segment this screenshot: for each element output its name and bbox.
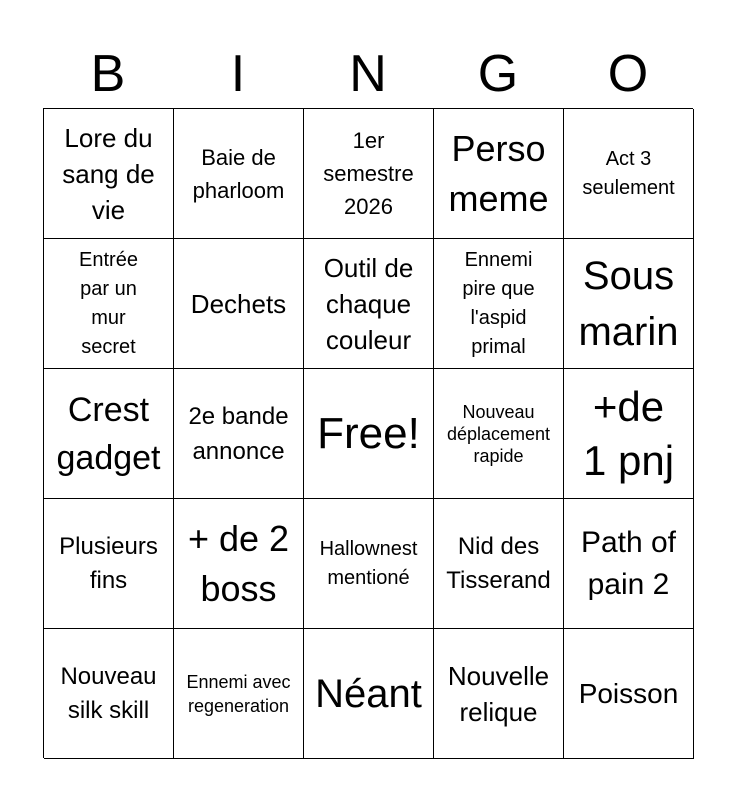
bingo-cell[interactable]	[44, 369, 174, 499]
bingo-cell[interactable]	[434, 369, 564, 499]
bingo-cell[interactable]	[564, 109, 694, 239]
bingo-cell[interactable]	[434, 499, 564, 629]
cell-label: Sous marin	[578, 253, 679, 354]
cell-label: +de 1 pnj	[582, 382, 675, 484]
cell-label: Plusieurs fins	[59, 532, 158, 594]
header-letter-o: O	[607, 45, 649, 103]
cell-label: Perso meme	[448, 127, 549, 219]
cell-label: 1er semestre 2026	[323, 128, 414, 219]
bingo-cell[interactable]	[434, 109, 564, 239]
bingo-cell[interactable]	[44, 499, 174, 629]
bingo-cell[interactable]	[304, 109, 434, 239]
cell-label: Hallownest mentioné	[319, 537, 418, 589]
cell-label: Free!	[317, 408, 420, 458]
bingo-cell[interactable]	[44, 239, 174, 369]
bingo-grid	[43, 108, 693, 758]
bingo-cell[interactable]	[564, 499, 694, 629]
header-letter-n: N	[349, 45, 387, 103]
bingo-cell[interactable]	[434, 629, 564, 759]
bingo-cell[interactable]	[174, 499, 304, 629]
header-letter-i: I	[230, 45, 246, 103]
bingo-header	[43, 40, 693, 108]
bingo-cell[interactable]	[44, 629, 174, 759]
cell-label: Poisson	[578, 678, 679, 709]
bingo-cell[interactable]	[174, 109, 304, 239]
bingo-cell[interactable]	[304, 369, 434, 499]
bingo-cell[interactable]	[564, 629, 694, 759]
header-letter-g: G	[477, 45, 519, 103]
cell-label: Dechets	[190, 288, 287, 319]
cell-label: Nouvelle relique	[447, 660, 550, 727]
header-letter-b: B	[90, 45, 126, 103]
cell-label: Act 3 seulement	[582, 147, 675, 199]
bingo-cell[interactable]	[434, 239, 564, 369]
cell-label: 2e bande annonce	[188, 402, 289, 465]
bingo-cell[interactable]	[174, 369, 304, 499]
cell-label: Entrée par un mur secret	[79, 248, 138, 358]
cell-label: Outil de chaque couleur	[323, 252, 414, 355]
cell-label: Baie de pharloom	[192, 144, 285, 203]
cell-label: Néant	[315, 671, 422, 716]
bingo-cell[interactable]	[564, 239, 694, 369]
cell-label: Ennemi avec regeneration	[186, 671, 291, 716]
cell-label: + de 2 boss	[187, 517, 290, 609]
cell-label: Nouveau déplacement rapide	[446, 401, 551, 466]
bingo-cell[interactable]	[174, 629, 304, 759]
cell-label: Nouveau silk skill	[60, 662, 157, 724]
cell-label: Lore du sang de vie	[62, 122, 155, 225]
cell-label: Crest gadget	[56, 390, 161, 477]
cell-label: Path of pain 2	[580, 525, 677, 601]
bingo-cell[interactable]	[174, 239, 304, 369]
bingo-cell[interactable]	[44, 109, 174, 239]
bingo-cell[interactable]	[304, 499, 434, 629]
bingo-cell[interactable]	[304, 629, 434, 759]
cell-label: Nid des Tisserand	[446, 532, 551, 594]
cell-label: Ennemi pire que l'aspid primal	[462, 248, 535, 358]
bingo-cell[interactable]	[564, 369, 694, 499]
bingo-cell[interactable]	[304, 239, 434, 369]
